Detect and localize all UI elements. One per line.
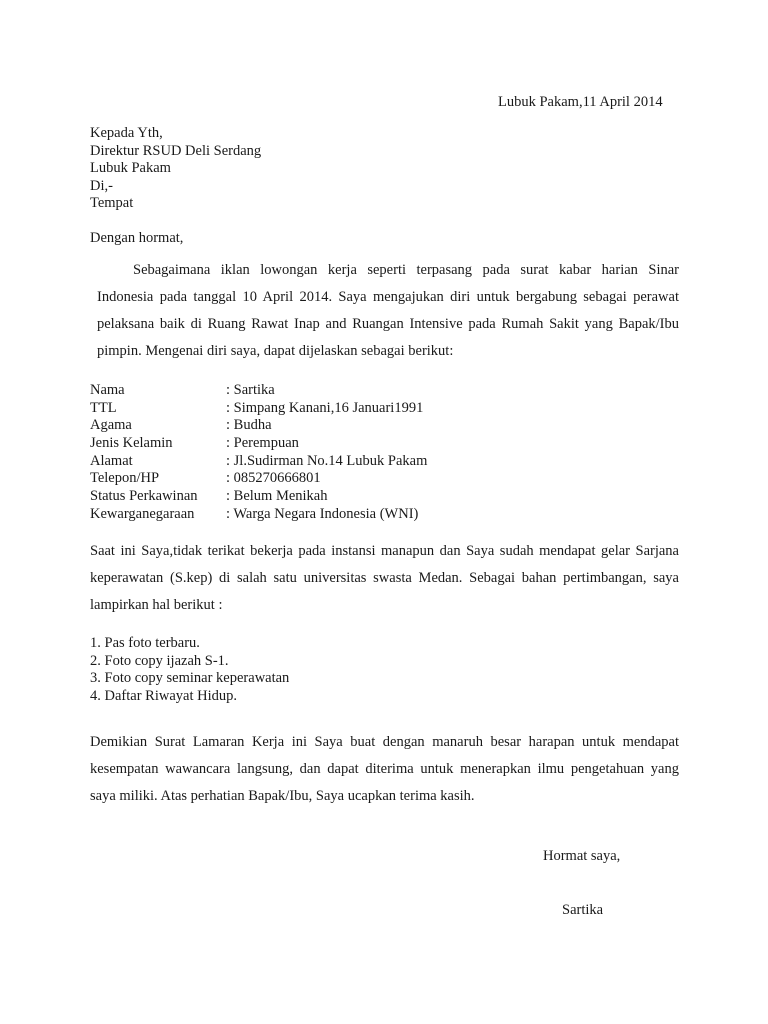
salutation: Dengan hormat, — [90, 230, 184, 246]
paragraph-line: keperawatan (S.kep) di salah satu universitas swasta Medan. Sebagai bahan pertimbangan, saya — [90, 570, 679, 586]
recipient-line: Di,- — [90, 178, 113, 194]
paragraph-line: Indonesia pada tanggal 10 April 2014. Saya mengajukan diri untuk bergabung sebagai perawat — [97, 289, 679, 305]
biodata-label: TTL — [90, 400, 117, 416]
biodata-value: : 085270666801 — [226, 470, 321, 486]
paragraph-line: saya miliki. Atas perhatian Bapak/Ibu, Saya ucapkan terima kasih. — [90, 788, 475, 804]
paragraph-line: Saat ini Saya,tidak terikat bekerja pada instansi manapun dan Saya sudah mendapat gelar Sarjana — [90, 543, 679, 559]
biodata-label: Status Perkawinan — [90, 488, 198, 504]
paragraph-line: lampirkan hal berikut : — [90, 597, 223, 613]
biodata-label: Agama — [90, 417, 132, 433]
biodata-value: : Belum Menikah — [226, 488, 328, 504]
paragraph-line: pelaksana baik di Ruang Rawat Inap and Ruangan Intensive pada Rumah Sakit yang Bapak/Ibu — [97, 316, 679, 332]
signature-name: Sartika — [562, 902, 604, 918]
biodata-value: : Jl.Sudirman No.14 Lubuk Pakam — [226, 453, 428, 469]
biodata-label: Kewarganegaraan — [90, 506, 195, 522]
list-item: 1. Pas foto terbaru. — [90, 635, 200, 651]
recipient-line: Direktur RSUD Deli Serdang — [90, 143, 262, 159]
recipient-line: Lubuk Pakam — [90, 160, 171, 176]
biodata-value: : Perempuan — [226, 435, 299, 451]
biodata-value: : Simpang Kanani,16 Januari1991 — [226, 400, 424, 416]
closing-phrase: Hormat saya, — [543, 848, 621, 864]
recipient-line: Kepada Yth, — [90, 125, 163, 141]
paragraph-line: Sebagaimana iklan lowongan kerja seperti terpasang pada surat kabar harian Sinar — [133, 262, 679, 278]
biodata-value: : Warga Negara Indonesia (WNI) — [226, 506, 419, 522]
recipient-line: Tempat — [90, 195, 134, 211]
list-item: 4. Daftar Riwayat Hidup. — [90, 688, 237, 704]
paragraph-line: pimpin. Mengenai diri saya, dapat dijelaskan sebagai berikut: — [97, 343, 454, 359]
biodata-label: Jenis Kelamin — [90, 435, 173, 451]
paragraph-line: kesempatan wawancara langsung, dan dapat diterima untuk menerapkan ilmu pengetahuan yang — [90, 761, 679, 777]
list-item: 3. Foto copy seminar keperawatan — [90, 670, 290, 686]
paragraph-line: Demikian Surat Lamaran Kerja ini Saya buat dengan manaruh besar harapan untuk mendapat — [90, 734, 679, 750]
biodata-value: : Budha — [226, 417, 272, 433]
biodata-value: : Sartika — [226, 382, 275, 398]
list-item: 2. Foto copy ijazah S-1. — [90, 653, 229, 669]
letter-date: Lubuk Pakam,11 April 2014 — [498, 94, 663, 110]
biodata-label: Alamat — [90, 453, 133, 469]
biodata-label: Nama — [90, 382, 125, 398]
biodata-label: Telepon/HP — [90, 470, 160, 486]
